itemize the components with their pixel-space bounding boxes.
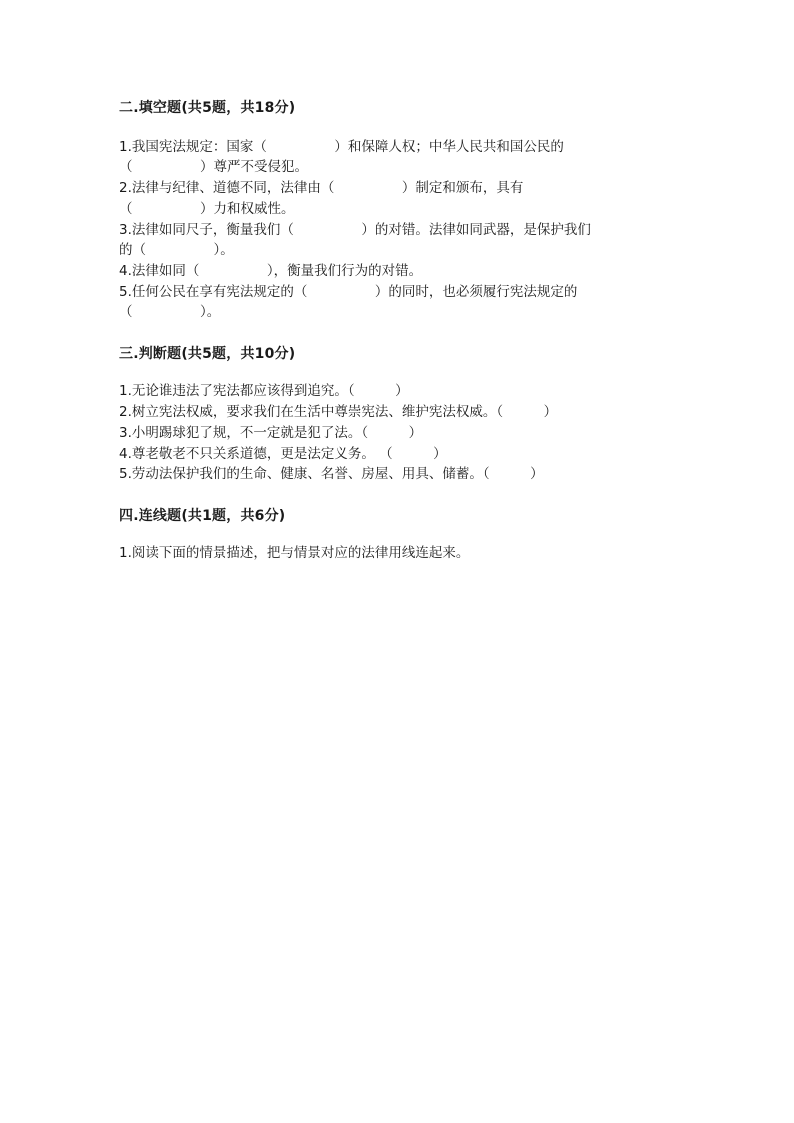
question-line: 2.法律与纪律、道德不同，法律由（ ）制定和颁布，具有 bbox=[119, 180, 524, 196]
section-title-matching: 四.连线题(共1题，共6分) bbox=[119, 508, 286, 524]
question-line: （ ）尊严不受侵犯。 bbox=[119, 159, 308, 175]
section-title-true-false: 三.判断题(共5题，共10分) bbox=[119, 346, 296, 362]
question-line: 4.尊老敬老不只关系道德，更是法定义务。 （ ） bbox=[119, 446, 447, 462]
question-line: 3.法律如同尺子，衡量我们（ ）的对错。法律如同武器，是保护我们 bbox=[119, 222, 591, 238]
question-line: 4.法律如同（ ），衡量我们行为的对错。 bbox=[119, 263, 423, 279]
question-line: 5.劳动法保护我们的生命、健康、名誉、房屋、用具、储蓄。（ ） bbox=[119, 466, 544, 482]
question-line: 的（ ）。 bbox=[119, 242, 234, 258]
question-line: （ ）。 bbox=[119, 304, 221, 320]
question-line: （ ）力和权威性。 bbox=[119, 201, 295, 217]
question-line: 5.任何公民在享有宪法规定的（ ）的同时，也必须履行宪法规定的 bbox=[119, 284, 578, 300]
question-line: 2.树立宪法权威，要求我们在生活中尊崇宪法、维护宪法权威。（ ） bbox=[119, 404, 558, 420]
question-line: 1.无论谁违法了宪法都应该得到追究。（ ） bbox=[119, 383, 409, 399]
question-line: 1.我国宪法规定：国家（ ）和保障人权；中华人民共和国公民的 bbox=[119, 139, 564, 155]
question-line: 3.小明踢球犯了规，不一定就是犯了法。（ ） bbox=[119, 425, 423, 441]
section-title-fill-blank: 二.填空题(共5题，共18分) bbox=[119, 100, 296, 116]
question-line: 1.阅读下面的情景描述，把与情景对应的法律用线连起来。 bbox=[119, 545, 470, 561]
